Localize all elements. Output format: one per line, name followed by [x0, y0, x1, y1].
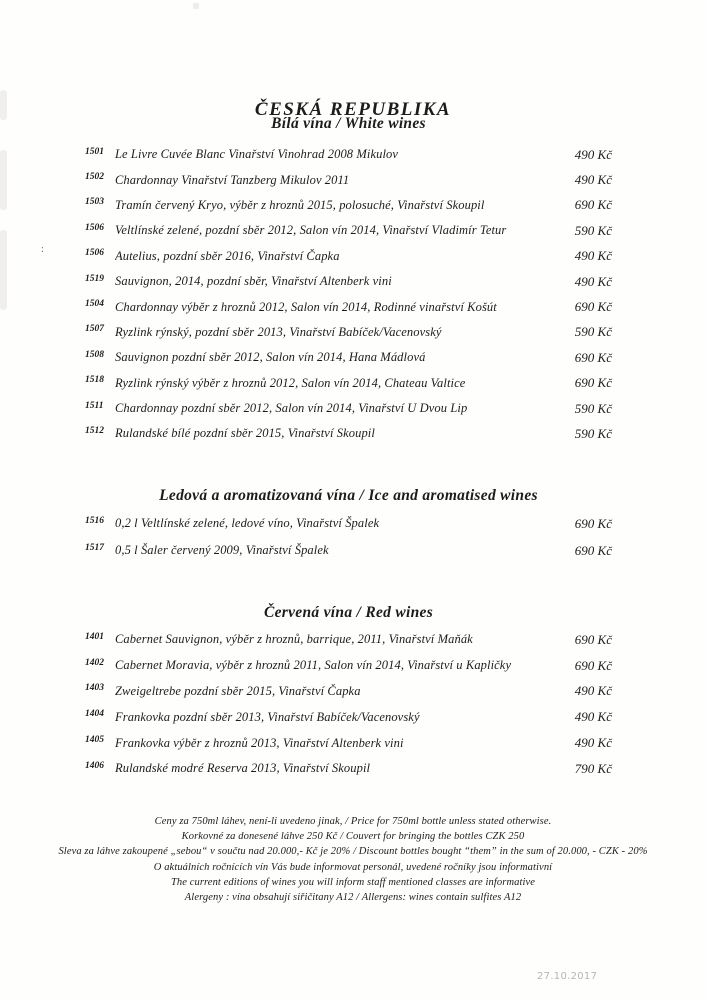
wine-name: Cabernet Moravia, výběr z hroznů 2011, Salon vín 2014, Vinařství u Kapličky: [115, 658, 512, 673]
wine-price: 490 Kč: [574, 146, 612, 162]
footer-line: The current editions of wines you will inform staff mentioned classes are informative: [170, 876, 536, 888]
wine-code: 1405: [85, 735, 104, 746]
wine-row: [85, 421, 612, 446]
footer-line: O aktuálních ročnících vín Vás bude informovat personál, uvedené ročníky jsou informativní: [153, 861, 553, 873]
wine-price: 490 Kč: [574, 709, 612, 725]
wine-name: Frankovka pozdní sběr 2013, Vinařství Babíček/Vacenovský: [115, 709, 420, 724]
wine-code: 1512: [85, 425, 104, 436]
footer-line: Alergeny : vína obsahují siřičitany A12 / Allergens: wines contain sulfites A12: [184, 892, 522, 904]
wine-name: Sauvignon, 2014, pozdní sběr, Vinařství Altenberk vini: [115, 274, 392, 289]
wine-price: 690 Kč: [574, 542, 612, 558]
wine-code: 1516: [85, 515, 104, 526]
wine-name: Chardonnay pozdní sběr 2012, Salon vín 2014, Vinařství U Dvou Lip: [115, 401, 468, 416]
wine-price: 490 Kč: [574, 172, 612, 188]
wine-name: Tramín červený Kryo, výběr z hroznů 2015, polosuché, Vinařství Skoupil: [115, 197, 485, 212]
wine-price: 590 Kč: [574, 324, 612, 340]
wine-code: 1511: [85, 400, 104, 411]
footer-line: Sleva za láhve zakoupené „sebou“ v součtu nad 20.000,- Kč je 20% / Discount bottles bought “them” in the sum of 20.000, - CZK - 20%: [58, 846, 648, 858]
wine-row: [85, 345, 612, 370]
wine-section: [85, 484, 612, 564]
wine-name: Sauvignon pozdní sběr 2012, Salon vín 2014, Hana Mádlová: [115, 350, 426, 365]
wine-price: 490 Kč: [574, 683, 612, 699]
wine-price: 690 Kč: [574, 657, 612, 673]
wine-row: [85, 756, 612, 782]
date-stamp: 27.10.2017: [537, 971, 598, 982]
wine-code: 1507: [85, 324, 104, 335]
wine-price: 590 Kč: [574, 400, 612, 416]
wine-row: [85, 193, 612, 218]
section-heading: Ledová a aromatizovaná vína / Ice and aromatised wines: [159, 487, 538, 504]
wine-name: Rulandské bílé pozdní sběr 2015, Vinařství Skoupil: [115, 426, 375, 441]
wine-row: [85, 679, 612, 705]
wine-row: [85, 730, 612, 756]
wine-row: [85, 510, 612, 537]
wine-name: Ryzlink rýnský výběr z hroznů 2012, Salon vín 2014, Chateau Valtice: [115, 375, 466, 390]
wine-code: 1402: [85, 657, 104, 668]
wine-name: Chardonnay výběr z hroznů 2012, Salon vín 2014, Rodinné vinařství Košút: [115, 299, 497, 314]
wine-row: [85, 627, 612, 653]
wine-row: [85, 218, 612, 243]
wine-name: Chardonnay Vinařství Tanzberg Mikulov 2011: [115, 172, 350, 187]
wine-price: 690 Kč: [574, 197, 612, 213]
section-heading: Bílá vína / White wines: [271, 115, 426, 132]
wine-price: 690 Kč: [574, 631, 612, 647]
wine-price: 590 Kč: [574, 425, 612, 441]
wine-code: 1508: [85, 349, 104, 360]
wine-name: 0,2 l Veltlínské zelené, ledové víno, Vinařství Špalek: [115, 516, 380, 530]
section-heading: Červená vína / Red wines: [263, 604, 434, 621]
wine-row: [85, 371, 612, 396]
wine-section: [85, 601, 612, 782]
wine-name: Le Livre Cuvée Blanc Vinařství Vinohrad 2008 Mikulov: [115, 147, 399, 162]
wine-price: 690 Kč: [574, 375, 612, 391]
wine-row: [85, 653, 612, 679]
wine-row: [85, 167, 612, 192]
wine-row: [85, 396, 612, 421]
wine-price: 690 Kč: [574, 515, 612, 531]
wine-code: 1503: [85, 197, 104, 208]
wine-code: 1401: [85, 631, 104, 642]
scan-artifact: [0, 230, 7, 310]
wine-price: 490 Kč: [574, 273, 612, 289]
wine-row: [85, 142, 612, 167]
wine-price: 690 Kč: [574, 349, 612, 365]
wine-price: 790 Kč: [574, 760, 612, 776]
wine-name: Frankovka výběr z hroznů 2013, Vinařství Altenberk vini: [115, 735, 404, 750]
left-margin-mark: :: [41, 244, 44, 255]
wine-price: 690 Kč: [574, 299, 612, 315]
wine-row: [85, 704, 612, 730]
footer-line: Korkovné za donesené láhve 250 Kč / Couvert for bringing the bottles CZK 250: [181, 831, 525, 843]
wine-name: Rulandské modré Reserva 2013, Vinařství Skoupil: [115, 761, 371, 776]
wine-rows: [85, 510, 612, 564]
wine-code: 1517: [85, 542, 104, 553]
footer-line: Ceny za 750ml láhev, není-li uvedeno jinak, / Price for 750ml bottle unless stated otherwise.: [154, 816, 552, 827]
wine-code: 1501: [85, 146, 104, 157]
wine-code: 1406: [85, 760, 104, 771]
wine-row: [85, 244, 612, 269]
wine-row: [85, 294, 612, 319]
wine-row: [85, 320, 612, 345]
scan-artifact: [0, 150, 7, 210]
page-title: ČESKÁ REPUBLIKA: [254, 98, 452, 120]
wine-code: 1403: [85, 683, 104, 694]
wine-section: [85, 112, 612, 447]
wine-price: 590 Kč: [574, 222, 612, 238]
wine-row: [85, 269, 612, 294]
wine-name: 0,5 l Šaler červený 2009, Vinařství Špalek: [115, 543, 329, 557]
wine-price: 490 Kč: [574, 248, 612, 264]
footer-notes: [0, 814, 706, 905]
wine-row: [85, 537, 612, 564]
wine-name: Autelius, pozdní sběr 2016, Vinařství Čapka: [115, 248, 340, 263]
wine-name: Veltlínské zelené, pozdní sběr 2012, Salon vín 2014, Vinařství Vladimír Tetur: [115, 223, 507, 238]
wine-code: 1519: [85, 273, 104, 284]
wine-rows: [85, 627, 612, 782]
wine-code: 1404: [85, 709, 104, 720]
wine-rows: [85, 142, 612, 447]
wine-name: Ryzlink rýnský, pozdní sběr 2013, Vinařství Babíček/Vacenovský: [115, 324, 442, 339]
wine-code: 1518: [85, 375, 104, 386]
wine-code: 1506: [85, 248, 104, 259]
wine-code: 1502: [85, 172, 104, 183]
wine-name: Cabernet Sauvignon, výběr z hroznů, barrique, 2011, Vinařství Maňák: [115, 632, 473, 647]
wine-code: 1506: [85, 222, 104, 233]
wine-code: 1504: [85, 299, 104, 310]
wine-name: Zweigeltrebe pozdní sběr 2015, Vinařství Čapka: [115, 683, 361, 698]
wine-price: 490 Kč: [574, 735, 612, 751]
